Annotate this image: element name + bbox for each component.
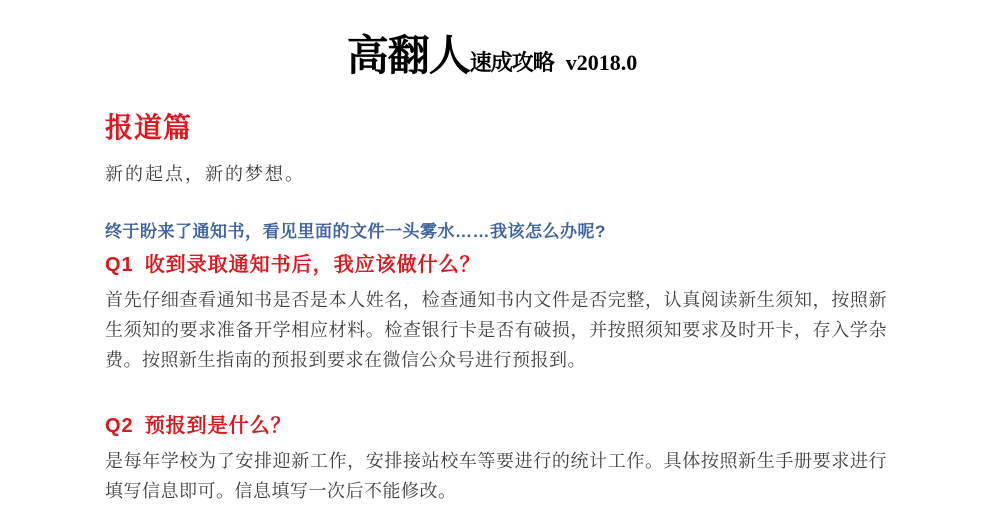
title-version: v2018.0	[565, 50, 638, 75]
q1-answer: 首先仔细查看通知书是否是本人姓名，检查通知书内文件是否完整，认真阅读新生须知，按照新生须知的要求准备开学相应材料。检查银行卡是否有破损，并按照须知要求及时开卡，存入学杂费。按照新生指南的预报到要求在微信公众号进行预报到。	[105, 290, 887, 371]
question-prompt: 终于盼来了通知书，看见里面的文件一头雾水……我该怎么办呢?	[105, 222, 606, 242]
qa-block-q2	[105, 412, 887, 506]
title-sub: 速成攻略	[469, 50, 554, 75]
title-main: 高翻人	[346, 34, 470, 80]
document-content	[105, 106, 887, 506]
q2-label: Q2	[105, 415, 134, 438]
q1-label: Q1	[105, 254, 134, 277]
q2-answer: 是每年学校为了安排迎新工作，安排接站校车等要进行的统计工作。具体按照新生手册要求进行填写信息即可。信息填写一次后不能修改。	[105, 451, 887, 502]
q2-heading	[105, 412, 887, 440]
q1-question: 收到录取通知书后，我应该做什么？	[144, 254, 481, 277]
q1-heading	[105, 251, 887, 279]
section-heading: 报道篇	[105, 112, 193, 144]
intro-text: 新的起点，新的梦想。	[105, 164, 305, 185]
qa-block-q1	[105, 251, 887, 375]
document-title	[0, 0, 984, 80]
q2-question: 预报到是什么？	[144, 415, 292, 438]
